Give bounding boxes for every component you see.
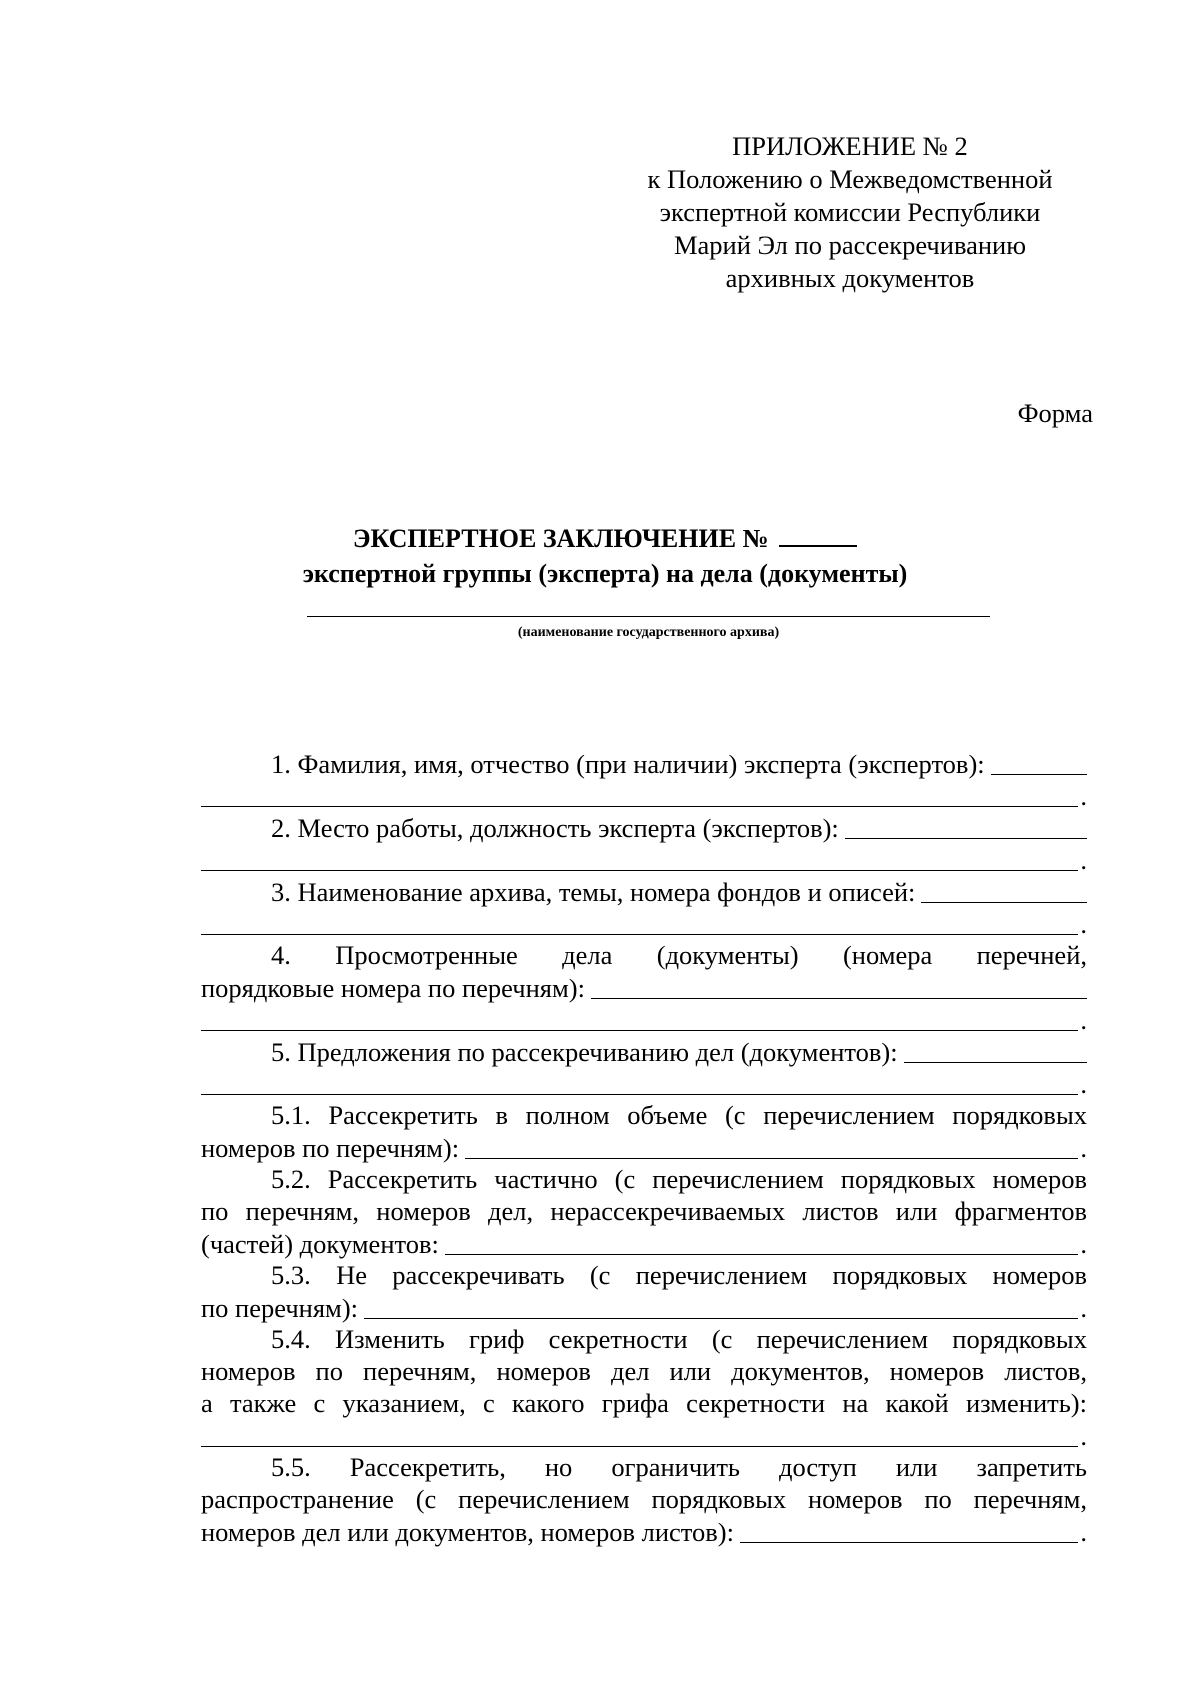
item-4-field[interactable]: [591, 974, 1087, 999]
item-3: [201, 876, 1087, 908]
item-5-2-field[interactable]: [445, 1230, 1079, 1255]
item-1-continuation: [201, 780, 1087, 812]
item-5-label: 5. Предложения по рассекречиванию дел (документов):: [271, 1037, 898, 1067]
item-5: [201, 1036, 1087, 1068]
item-1-label: 1. Фамилия, имя, отчество (при наличии) эксперта (экспертов):: [271, 749, 985, 779]
item-5-2-label: (частей) документов:: [201, 1229, 439, 1259]
item-5-3-label: по перечням):: [201, 1293, 359, 1323]
period: .: [1080, 1293, 1087, 1323]
item-2: [201, 812, 1087, 844]
item-2-field-line2[interactable]: [201, 846, 1078, 871]
item-5-1-line1: 5.1. Рассекретить в полном объеме (с перечислением порядковых: [271, 1100, 1087, 1130]
appendix-line: к Положению о Межведомственной: [647, 164, 1053, 194]
item-2-label: 2. Место работы, должность эксперта (экспертов):: [271, 813, 839, 843]
item-5-4-line2: номеров по перечням, номеров дел или документов, номеров листов,: [201, 1356, 1087, 1386]
appendix-line: архивных документов: [725, 263, 975, 293]
item-5-2-line2: по перечням, номеров дел, нерассекречиваемых листов или фрагментов: [201, 1196, 1087, 1226]
archive-name-caption: (наименование государственного архива): [517, 625, 780, 640]
period: .: [1080, 1421, 1087, 1451]
appendix-line: Марий Эл по рассекречиванию: [673, 230, 1027, 260]
form-label: Форма: [1017, 398, 1093, 428]
item-5-4-line1: 5.4. Изменить гриф секретности (с перечислением порядковых: [271, 1324, 1087, 1354]
item-5-1-field[interactable]: [465, 1134, 1078, 1159]
item-5-1-label: номеров по перечням):: [201, 1133, 460, 1163]
item-5-3-field[interactable]: [364, 1294, 1078, 1319]
item-5-5-line1: 5.5. Рассекретить, но ограничить доступ или запретить: [271, 1452, 1087, 1482]
item-3-label: 3. Наименование архива, темы, номера фондов и описей:: [271, 877, 916, 907]
archive-name-field[interactable]: [307, 616, 990, 617]
item-5-2-line1: 5.2. Рассекретить частично (с перечислением порядковых номеров: [271, 1164, 1087, 1194]
item-4-line1: 4. Просмотренные дела (документы) (номера перечней,: [271, 940, 1087, 970]
item-5-5-field[interactable]: [740, 1518, 1078, 1543]
document-title: [150, 523, 1060, 554]
title-text: ЭКСПЕРТНОЕ ЗАКЛЮЧЕНИЕ №: [352, 524, 769, 553]
document-subtitle: экспертной группы (эксперта) на дела (документы): [302, 559, 908, 588]
item-1: [201, 748, 1087, 780]
period: .: [1080, 1005, 1087, 1035]
item-1-field-line2[interactable]: [201, 782, 1078, 807]
period: .: [1080, 1133, 1087, 1163]
item-5-4: [201, 1420, 1087, 1452]
conclusion-number-field[interactable]: [779, 523, 857, 547]
item-5-3: [201, 1292, 1087, 1324]
item-5-2: [201, 1228, 1087, 1260]
item-4-continuation: [201, 1004, 1087, 1036]
appendix-line: ПРИЛОЖЕНИЕ № 2: [732, 131, 968, 161]
item-5-5-line2: распространение (с перечислением порядковых номеров по перечням,: [201, 1484, 1087, 1514]
item-2-continuation: [201, 844, 1087, 876]
item-5-4-line3: а также с указанием, с какого грифа секретности на какой изменить):: [201, 1388, 1087, 1418]
period: .: [1080, 1069, 1087, 1099]
item-5-field-line2[interactable]: [201, 1070, 1078, 1095]
period: .: [1080, 1517, 1087, 1547]
period: .: [1080, 781, 1087, 811]
appendix-line: экспертной комиссии Республики: [659, 197, 1041, 227]
period: .: [1080, 909, 1087, 939]
item-4-field-line2[interactable]: [201, 1006, 1078, 1031]
appendix-header: [600, 130, 1100, 295]
item-5-3-line1: 5.3. Не рассекречивать (с перечислением порядковых номеров: [271, 1260, 1087, 1290]
item-3-field[interactable]: [921, 878, 1087, 903]
item-3-field-line2[interactable]: [201, 910, 1078, 935]
item-3-continuation: [201, 908, 1087, 940]
item-5-1: [201, 1132, 1087, 1164]
item-5-5-label: номеров дел или документов, номеров листов):: [201, 1517, 734, 1547]
item-1-field[interactable]: [991, 750, 1087, 775]
item-2-field[interactable]: [845, 814, 1087, 839]
item-5-5: [201, 1516, 1087, 1548]
period: .: [1080, 1229, 1087, 1259]
item-5-continuation: [201, 1068, 1087, 1100]
item-5-field[interactable]: [904, 1038, 1087, 1063]
item-4: [201, 972, 1087, 1004]
period: .: [1080, 845, 1087, 875]
item-4-label: порядковые номера по перечням):: [201, 973, 585, 1003]
item-5-4-field[interactable]: [201, 1422, 1078, 1447]
